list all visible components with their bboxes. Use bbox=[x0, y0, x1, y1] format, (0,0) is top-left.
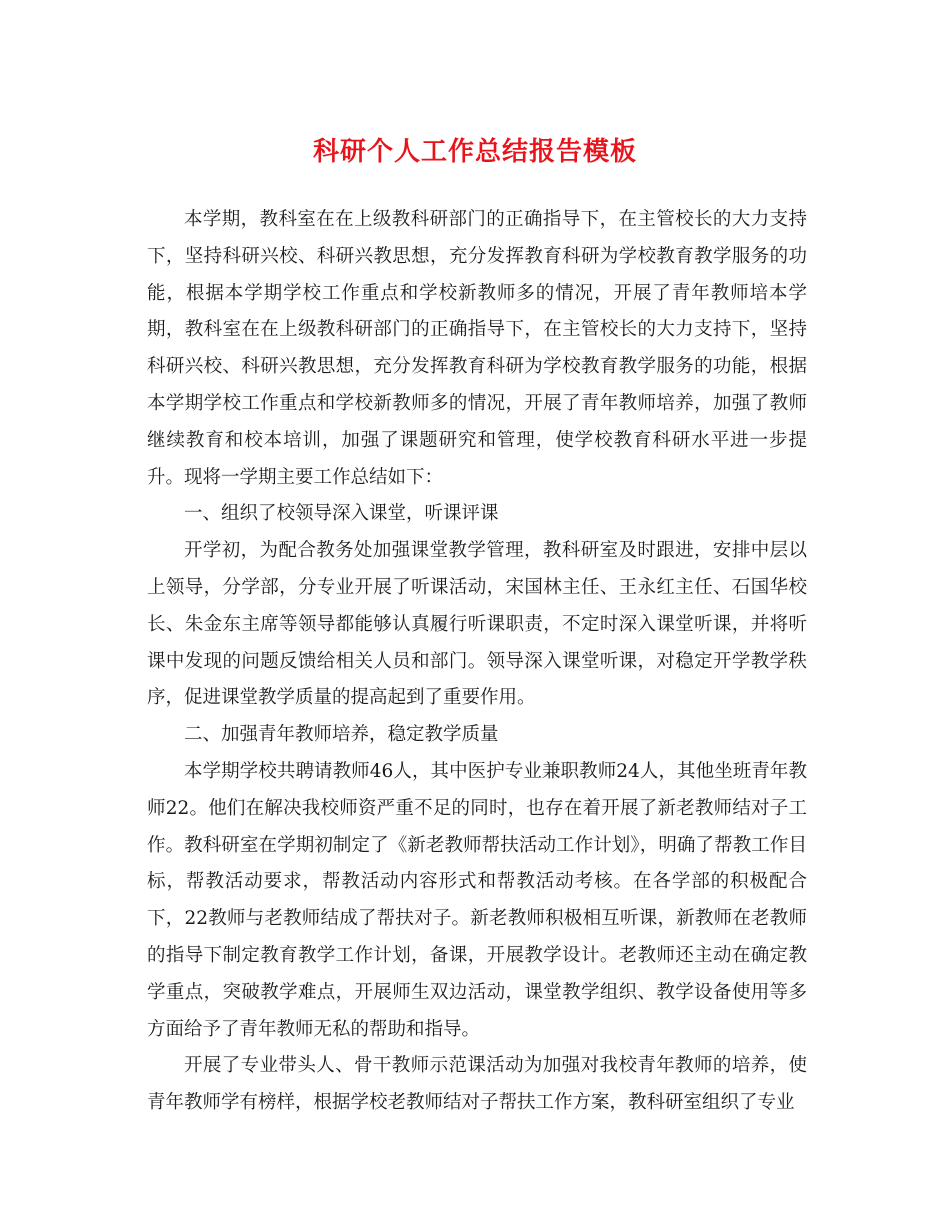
document-title: 科研个人工作总结报告模板 bbox=[312, 137, 637, 167]
document-body bbox=[147, 202, 807, 1122]
paragraph-section-2: 本学期学校共聘请教师46人，其中医护专业兼职教师24人，其他坐班青年教师22。他们在解决我校师资严重不足的同时，也存在着开展了新老教师结对子工作。教科研室在学期初制定了《新老教师帮扶活动工作计划》，明确了帮教工作目标，帮教活动要求，帮教活动内容形式和帮教活动考核。在各学部的积极配合下，22教师与老教师结成了帮扶对子。新老教师积极相互听课，新教师在老教师的指导下制定教育教学工作计划，备课，开展教学设计。老教师还主动在确定教学重点，突破教学难点，开展师生双边活动，课堂教学组织、教学设备使用等多方面给予了青年教师无私的帮助和指导。 bbox=[147, 760, 807, 1040]
paragraph-section-1: 开学初，为配合教务处加强课堂教学管理，教科研室及时跟进，安排中层以上领导，分学部，分专业开展了听课活动，宋国林主任、王永红主任、石国华校长、朱金东主席等领导都能够认真履行听课职责，不定时深入课堂听课，并将听课中发现的问题反馈给相关人员和部门。领导深入课堂听课，对稳定开学教学秩序，促进课堂教学质量的提高起到了重要作用。 bbox=[147, 540, 807, 709]
section-heading-2: 二、加强青年教师培养，稳定教学质量 bbox=[184, 724, 499, 746]
paragraph-intro: 本学期，教科室在在上级教科研部门的正确指导下，在主管校长的大力支持下，坚持科研兴校、科研兴教思想，充分发挥教育科研为学校教育教学服务的功能，根据本学期学校工作重点和学校新教师多的情况，开展了青年教师培本学期，教科室在在上级教科研部门的正确指导下，在主管校长的大力支持下，坚持科研兴校、科研兴教思想，充分发挥教育科研为学校教育教学服务的功能，根据本学期学校工作重点和学校新教师多的情况，开展了青年教师培养，加强了教师继续教育和校本培训，加强了课题研究和管理，使学校教育科研水平进一步提升。现将一学期主要工作总结如下： bbox=[147, 209, 807, 488]
paragraph-section-2-cont: 开展了专业带头人、骨干教师示范课活动为加强对我校青年教师的培养，使青年教师学有榜样，根据学校老教师结对子帮扶工作方案，教科研室组织了专业 bbox=[147, 1055, 807, 1114]
section-heading-1: 一、组织了校领导深入课堂，听课评课 bbox=[184, 503, 499, 525]
